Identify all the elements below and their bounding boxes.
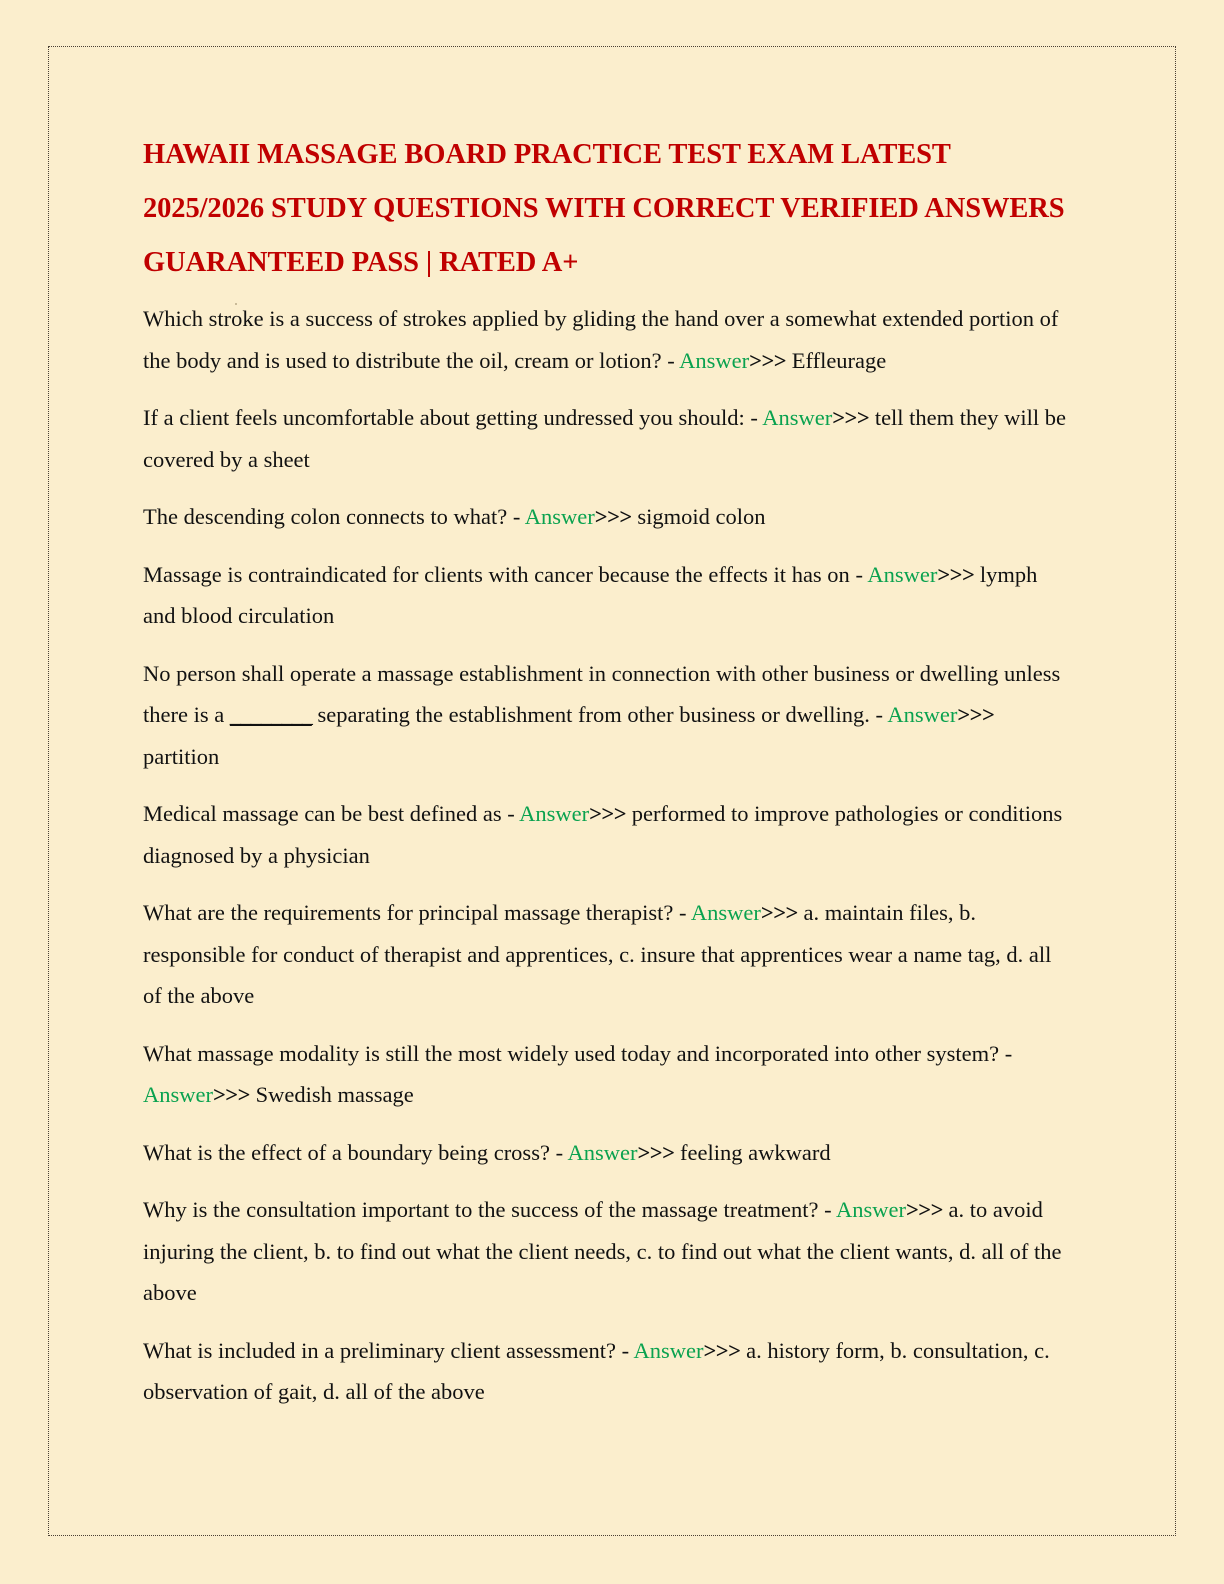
answer-arrows: >>> bbox=[905, 1197, 943, 1222]
answer-label: Answer bbox=[835, 1197, 906, 1222]
question-answer-list bbox=[143, 298, 1073, 1413]
qa-item bbox=[143, 653, 1073, 778]
answer-arrows: >>> bbox=[594, 504, 632, 529]
qa-item bbox=[143, 793, 1073, 876]
page-title: HAWAII MASSAGE BOARD PRACTICE TEST EXAM LATEST 2025/2026 STUDY QUESTIONS WITH CORRECT VERIFIED ANSWERS GUARANTEED PASS | RATED A+ bbox=[143, 139, 1065, 278]
blank-placeholder: ________ bbox=[229, 702, 312, 727]
answer-label: Answer bbox=[524, 504, 595, 529]
question-text: The descending colon connects to what? bbox=[143, 504, 508, 529]
answer-label: Answer bbox=[679, 347, 750, 373]
qa-item bbox=[143, 397, 1073, 480]
qa-item bbox=[143, 1330, 1073, 1413]
qa-item bbox=[143, 892, 1073, 1017]
qa-item bbox=[143, 1033, 1073, 1116]
answer-separator: - bbox=[549, 1139, 568, 1165]
question-text: No person shall operate a massage establishment in connection with other business or dwelling unless there is a bbox=[143, 660, 1061, 727]
answer-text: sigmoid colon bbox=[631, 504, 766, 529]
answer-arrows: >>> bbox=[589, 801, 627, 826]
answer-separator: - bbox=[744, 405, 763, 430]
answer-label: Answer bbox=[690, 900, 761, 925]
answer-separator: - bbox=[507, 504, 525, 529]
qa-item bbox=[143, 298, 1073, 381]
question-text: If a client feels uncomfortable about getting undressed you should: bbox=[143, 405, 745, 430]
answer-text: feeling awkward bbox=[674, 1139, 831, 1165]
answer-separator: - bbox=[661, 347, 680, 373]
answer-text: partition bbox=[143, 743, 220, 769]
answer-text: Swedish massage bbox=[249, 1082, 414, 1107]
answer-separator: - bbox=[849, 561, 868, 587]
qa-item bbox=[143, 496, 1073, 538]
question-text: Why is the consultation important to the success of the massage treatment? bbox=[143, 1197, 819, 1222]
answer-text: a. maintain files, b. responsible for conduct of therapist and apprentices, c. insure that apprentices wear a name tag, d. all of the above bbox=[143, 900, 1052, 1008]
document-content bbox=[143, 128, 1073, 1429]
answer-arrows: >>> bbox=[212, 1082, 250, 1107]
question-text: Medical massage can be best defined as bbox=[143, 801, 502, 826]
question-text: What is included in a preliminary client assessment? bbox=[143, 1337, 616, 1363]
answer-label: Answer bbox=[887, 702, 958, 727]
answer-separator: - bbox=[501, 801, 520, 826]
answer-text: lymph and blood circulation bbox=[143, 561, 1038, 628]
answer-text: tell them they will be covered by a sheet bbox=[143, 405, 1067, 472]
question-text: What massage modality is still the most widely used today and incorporated into other system? bbox=[143, 1040, 1000, 1066]
qa-item bbox=[143, 554, 1073, 637]
answer-arrows: >>> bbox=[637, 1139, 675, 1165]
answer-arrows: >>> bbox=[749, 347, 787, 373]
question-text: Which stroke is a success of strokes applied by gliding the hand over a somewhat extended portion of the body and is used to distribute the oil, cream or lotion? bbox=[143, 306, 1059, 373]
answer-label: Answer bbox=[567, 1139, 638, 1165]
answer-arrows: >>> bbox=[760, 900, 798, 925]
answer-text: performed to improve pathologies or conditions diagnosed by a physician bbox=[143, 801, 1063, 868]
answer-separator: - bbox=[869, 702, 888, 727]
qa-item bbox=[143, 1189, 1073, 1314]
question-text-continued: separating the establishment from other business or dwelling. bbox=[311, 702, 870, 727]
question-text: What is the effect of a boundary being cross? bbox=[143, 1139, 550, 1165]
answer-label: Answer bbox=[633, 1337, 704, 1363]
answer-separator: - bbox=[615, 1337, 634, 1363]
answer-separator: - bbox=[818, 1197, 836, 1222]
answer-text: a. to avoid injuring the client, b. to find out what the client needs, c. to find out what the client wants, d. all of the above bbox=[143, 1197, 1062, 1305]
answer-separator: - bbox=[999, 1040, 1013, 1066]
answer-arrows: >>> bbox=[703, 1337, 741, 1363]
answer-separator: - bbox=[673, 900, 691, 925]
answer-label: Answer bbox=[867, 561, 938, 587]
answer-arrows: >>> bbox=[957, 702, 995, 727]
answer-text: Effleurage bbox=[786, 347, 887, 373]
question-text: What are the requirements for principal massage therapist? bbox=[143, 900, 674, 925]
answer-label: Answer bbox=[143, 1082, 213, 1107]
answer-label: Answer bbox=[519, 801, 590, 826]
answer-text: a. history form, b. consultation, c. observation of gait, d. all of the above bbox=[143, 1337, 1050, 1404]
qa-item bbox=[143, 1132, 1073, 1174]
answer-label: Answer bbox=[762, 405, 833, 430]
answer-arrows: >>> bbox=[832, 405, 870, 430]
answer-arrows: >>> bbox=[937, 561, 975, 587]
question-text: Massage is contraindicated for clients with cancer because the effects it has on bbox=[143, 561, 850, 587]
